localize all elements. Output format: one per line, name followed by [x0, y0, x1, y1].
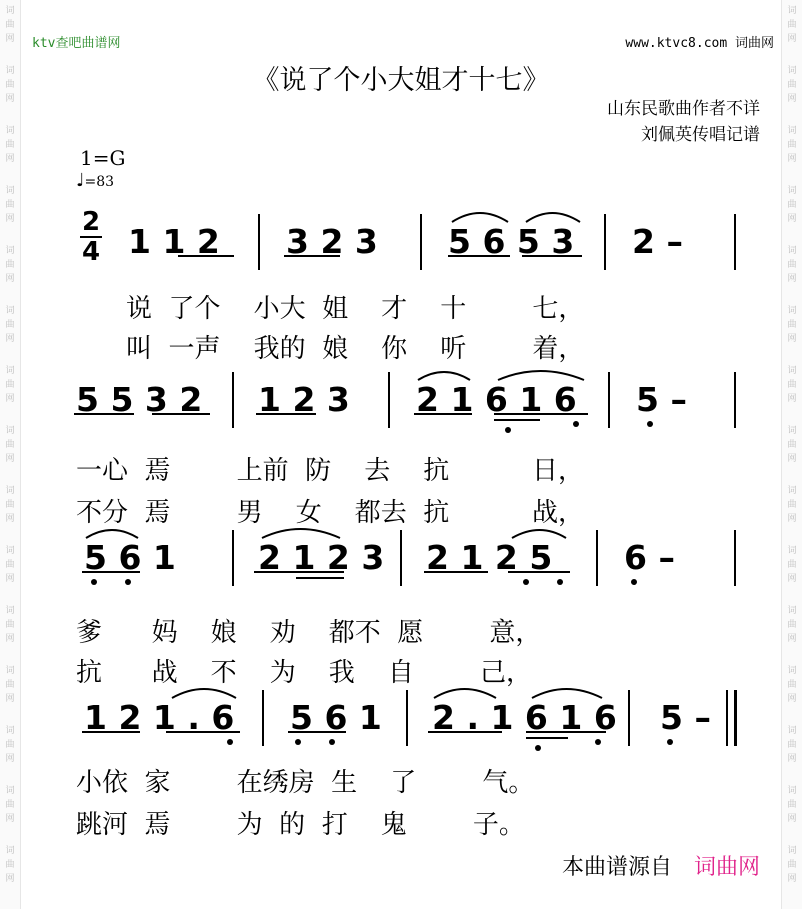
low-octave-dot — [505, 427, 511, 433]
watermark-glyph: 网 — [5, 454, 15, 464]
watermark-glyph: 词 — [5, 606, 15, 616]
watermark-glyph: 网 — [5, 814, 15, 824]
low-octave-dot — [125, 579, 131, 585]
watermark-glyph: 曲 — [5, 320, 15, 330]
row3-measure1: 5 6 1 — [84, 538, 176, 577]
row1-measure4: 2 – — [632, 222, 683, 261]
watermark-glyph: 网 — [787, 394, 797, 404]
row3-measure3: 2 1 2 5 — [426, 538, 553, 577]
row1-measure3: 5 6 5 3 — [448, 222, 575, 261]
source-footer — [562, 850, 760, 881]
watermark-glyph: 曲 — [787, 500, 797, 510]
watermark-glyph: 网 — [787, 94, 797, 104]
row4-measure4: 5 – — [660, 698, 711, 737]
slur — [512, 530, 566, 538]
watermark-glyph: 词 — [787, 486, 797, 496]
watermark-glyph: 曲 — [787, 620, 797, 630]
watermark-glyph: 词 — [787, 426, 797, 436]
watermark-glyph: 曲 — [787, 380, 797, 390]
watermark-glyph: 词 — [787, 246, 797, 256]
watermark-glyph: 曲 — [787, 680, 797, 690]
watermark-glyph: 曲 — [787, 740, 797, 750]
watermark-glyph: 网 — [5, 94, 15, 104]
watermark-glyph: 词 — [5, 306, 15, 316]
low-octave-dot — [227, 739, 233, 745]
low-octave-dot — [631, 579, 637, 585]
watermark-glyph: 网 — [787, 154, 797, 164]
watermark-glyph: 网 — [5, 274, 15, 284]
watermark-glyph: 词 — [787, 306, 797, 316]
watermark-glyph: 网 — [787, 874, 797, 884]
watermark-glyph: 词 — [5, 486, 15, 496]
time-signature: 2 4 — [81, 207, 101, 267]
tempo-marking: ♩=83 — [76, 170, 115, 191]
low-octave-dot — [523, 579, 529, 585]
credit-line-1: 山东民歌曲作者不详 — [607, 99, 760, 119]
row4-measure2: 5 6 1 — [290, 698, 382, 737]
watermark-glyph: 网 — [787, 754, 797, 764]
watermark-glyph: 网 — [787, 34, 797, 44]
watermark-glyph: 词 — [5, 186, 15, 196]
site-url-right: www.ktvc8.com 词曲网 — [625, 36, 774, 51]
watermark-glyph: 网 — [5, 214, 15, 224]
lyric-row2-verse2: 不分 焉 男 女 都去 抗 战， — [76, 498, 584, 528]
row3-measure2: 2 1 2 3 — [258, 538, 385, 577]
watermark-glyph: 网 — [787, 694, 797, 704]
lyric-row1-verse1: 说 了个 小大 姐 才 十 七， — [126, 294, 585, 324]
row2-measure1: 5 5 3 2 — [76, 380, 203, 419]
watermark-glyph: 词 — [5, 6, 15, 16]
watermark-glyph: 词 — [787, 786, 797, 796]
watermark-glyph: 曲 — [5, 620, 15, 630]
row1-measure2: 3 2 3 — [286, 222, 378, 261]
site-name-left: ktv查吧曲谱网 — [32, 36, 121, 51]
watermark-glyph: 词 — [787, 186, 797, 196]
lyric-row2-verse1: 一心 焉 上前 防 去 抗 日， — [76, 456, 584, 486]
watermark-glyph: 曲 — [5, 260, 15, 270]
watermark-glyph: 曲 — [5, 380, 15, 390]
watermark-glyph: 网 — [787, 634, 797, 644]
low-octave-dot — [573, 421, 579, 427]
watermark-glyph: 网 — [5, 154, 15, 164]
watermark-glyph: 网 — [5, 694, 15, 704]
watermark-glyph: 曲 — [5, 560, 15, 570]
row4-measure3: 2 . 1 6 1 6 — [432, 698, 617, 737]
watermark-glyph: 曲 — [5, 500, 15, 510]
low-octave-dot — [647, 421, 653, 427]
watermark-glyph: 词 — [5, 546, 15, 556]
watermark-glyph: 词 — [787, 366, 797, 376]
credit-line-2: 刘佩英传唱记谱 — [641, 125, 760, 145]
watermark-glyph: 词 — [5, 786, 15, 796]
watermark-glyph: 词 — [5, 246, 15, 256]
watermark-glyph: 网 — [5, 574, 15, 584]
row4-measure1: 1 2 1 . 6 — [84, 698, 235, 737]
lyric-row1-verse2: 叫 一声 我的 娘 你 听 着， — [126, 334, 585, 364]
watermark-glyph: 曲 — [787, 860, 797, 870]
watermark-glyph: 词 — [5, 846, 15, 856]
watermark-glyph: 词 — [787, 846, 797, 856]
low-octave-dot — [91, 579, 97, 585]
watermark-glyph: 曲 — [5, 680, 15, 690]
watermark-glyph: 词 — [5, 666, 15, 676]
watermark-glyph: 网 — [5, 874, 15, 884]
watermark-glyph: 网 — [5, 334, 15, 344]
watermark-glyph: 词 — [787, 126, 797, 136]
watermark-glyph: 网 — [5, 34, 15, 44]
row2-measure3: 2 1 6 1 6 — [416, 380, 577, 419]
slur — [262, 529, 340, 538]
watermark-glyph: 曲 — [787, 320, 797, 330]
watermark-glyph: 词 — [5, 66, 15, 76]
lyric-row3-verse1: 爹 妈 娘 劝 都不 愿 意， — [76, 618, 542, 648]
watermark-glyph: 词 — [787, 726, 797, 736]
slur — [498, 371, 584, 380]
low-octave-dot — [557, 579, 563, 585]
watermark-glyph: 曲 — [5, 740, 15, 750]
watermark-glyph: 网 — [787, 574, 797, 584]
watermark-glyph: 网 — [5, 754, 15, 764]
lyric-row4-verse1: 小依 家 在绣房 生 了 气。 — [76, 768, 535, 798]
watermark-glyph: 曲 — [5, 140, 15, 150]
low-octave-dot — [667, 739, 673, 745]
key-signature: 1=G — [80, 146, 126, 170]
watermark-glyph: 网 — [787, 214, 797, 224]
watermark-glyph: 曲 — [5, 440, 15, 450]
watermark-glyph: 曲 — [787, 140, 797, 150]
watermark-glyph: 词 — [5, 126, 15, 136]
low-octave-dot — [295, 739, 301, 745]
lyric-row3-verse2: 抗 战 不 为 我 自 己， — [76, 658, 532, 688]
footer-label: 本曲谱源自 — [561, 855, 672, 880]
slur — [452, 213, 508, 222]
footer-source-link[interactable]: 词曲网 — [693, 855, 760, 880]
watermark-glyph: 曲 — [5, 80, 15, 90]
slur — [418, 372, 470, 380]
row3-measure4: 6 – — [624, 538, 675, 577]
slur — [434, 689, 496, 698]
watermark-glyph: 网 — [787, 274, 797, 284]
watermark-glyph: 曲 — [5, 200, 15, 210]
row2-measure4: 5 – — [636, 380, 687, 419]
low-octave-dot — [595, 739, 601, 745]
watermark-glyph: 词 — [787, 6, 797, 16]
watermark-glyph: 曲 — [5, 800, 15, 810]
watermark-glyph: 词 — [787, 546, 797, 556]
watermark-glyph: 曲 — [787, 560, 797, 570]
slur — [172, 689, 236, 698]
lyric-row4-verse2: 跳河 焉 为 的 打 鬼 子。 — [76, 810, 525, 840]
row1-measure1: 1 1 2 — [128, 222, 220, 261]
watermark-glyph: 词 — [5, 366, 15, 376]
watermark-glyph: 词 — [5, 426, 15, 436]
low-octave-dot — [535, 745, 541, 751]
watermark-glyph: 曲 — [5, 20, 15, 30]
watermark-glyph: 词 — [787, 66, 797, 76]
watermark-glyph: 曲 — [787, 800, 797, 810]
watermark-glyph: 曲 — [787, 440, 797, 450]
watermark-glyph: 网 — [787, 334, 797, 344]
watermark-glyph: 曲 — [787, 20, 797, 30]
watermark-glyph: 曲 — [787, 260, 797, 270]
watermark-glyph: 网 — [5, 634, 15, 644]
watermark-glyph: 网 — [787, 454, 797, 464]
watermark-glyph: 曲 — [787, 80, 797, 90]
watermark-glyph: 词 — [787, 666, 797, 676]
row2-measure2: 1 2 3 — [258, 380, 350, 419]
low-octave-dot — [329, 739, 335, 745]
watermark-glyph: 网 — [5, 514, 15, 524]
song-title: 《说了个小大姐才十七》 — [252, 65, 550, 96]
watermark-glyph: 曲 — [787, 200, 797, 210]
slur — [86, 530, 138, 538]
watermark-glyph: 词 — [5, 726, 15, 736]
watermark-glyph: 词 — [787, 606, 797, 616]
watermark-glyph: 网 — [5, 394, 15, 404]
watermark-glyph: 曲 — [5, 860, 15, 870]
slur — [532, 689, 602, 698]
slur — [526, 213, 580, 222]
watermark-glyph: 网 — [787, 814, 797, 824]
watermark-glyph: 网 — [787, 514, 797, 524]
